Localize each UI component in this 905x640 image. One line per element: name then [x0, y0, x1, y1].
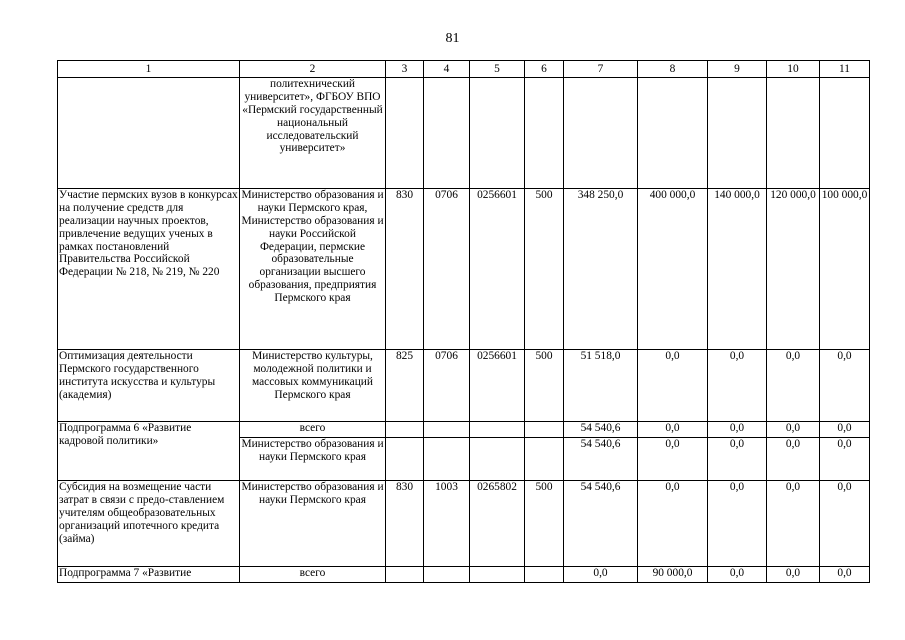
header-cell: 1: [58, 61, 240, 78]
header-cell: 7: [564, 61, 638, 78]
amount-cell: 0,0: [767, 350, 820, 422]
amount-cell: 90 000,0: [638, 567, 708, 583]
code-cell: [424, 438, 470, 481]
code-cell: [525, 438, 564, 481]
amount-cell: 0,0: [708, 481, 767, 567]
activity-name-cell: Оптимизация деятельности Пермского государственного института искусства и культуры (академия): [58, 350, 240, 422]
code-cell: 0706: [424, 350, 470, 422]
code-cell: 830: [386, 189, 424, 350]
code-cell: [424, 78, 470, 189]
activity-name-cell: Подпрограмма 7 «Развитие: [58, 567, 240, 583]
amount-cell: 54 540,6: [564, 438, 638, 481]
amount-cell: 400 000,0: [638, 189, 708, 350]
amount-cell: 0,0: [638, 438, 708, 481]
code-cell: [424, 422, 470, 438]
amount-cell: 51 518,0: [564, 350, 638, 422]
activity-name-cell: Субсидия на возмещение части затрат в связи с предо-ставлением учителям общеобразовательных организаций ипотечного кредита (займа): [58, 481, 240, 567]
table-row: [58, 78, 870, 189]
code-cell: [424, 567, 470, 583]
code-cell: 500: [525, 189, 564, 350]
amount-cell: [564, 78, 638, 189]
amount-cell: [767, 78, 820, 189]
code-cell: 830: [386, 481, 424, 567]
table-row: [58, 189, 870, 350]
code-cell: [470, 78, 525, 189]
code-cell: [470, 438, 525, 481]
code-cell: 0256601: [470, 189, 525, 350]
code-cell: [386, 567, 424, 583]
amount-cell: 0,0: [708, 567, 767, 583]
executor-cell: всего: [240, 422, 386, 438]
amount-cell: 0,0: [708, 438, 767, 481]
amount-cell: 0,0: [820, 481, 870, 567]
code-cell: [386, 422, 424, 438]
amount-cell: 120 000,0: [767, 189, 820, 350]
header-cell: 2: [240, 61, 386, 78]
amount-cell: 0,0: [767, 422, 820, 438]
executor-cell: Министерство культуры, молодежной политики и массовых коммуникаций Пермского края: [240, 350, 386, 422]
amount-cell: 0,0: [767, 567, 820, 583]
amount-cell: 0,0: [564, 567, 638, 583]
amount-cell: 348 250,0: [564, 189, 638, 350]
header-cell: 5: [470, 61, 525, 78]
table-row: [58, 567, 870, 583]
header-cell: 10: [767, 61, 820, 78]
amount-cell: 140 000,0: [708, 189, 767, 350]
header-cell: 11: [820, 61, 870, 78]
header-cell: 9: [708, 61, 767, 78]
amount-cell: 0,0: [638, 422, 708, 438]
amount-cell: 0,0: [708, 350, 767, 422]
amount-cell: 0,0: [708, 422, 767, 438]
code-cell: [525, 422, 564, 438]
executor-cell: Министерство образования и науки Пермского края, Министерство образования и науки Российской Федерации, пермские образовательные организации высшего образования, предприятия Пермского края: [240, 189, 386, 350]
header-cell: 4: [424, 61, 470, 78]
page-number: 81: [445, 31, 460, 46]
code-cell: [386, 438, 424, 481]
code-cell: 0256601: [470, 350, 525, 422]
code-cell: 0706: [424, 189, 470, 350]
amount-cell: [820, 78, 870, 189]
amount-cell: 0,0: [820, 567, 870, 583]
table-row: [58, 422, 870, 438]
code-cell: 1003: [424, 481, 470, 567]
amount-cell: [638, 78, 708, 189]
amount-cell: 0,0: [638, 481, 708, 567]
activity-name-cell: Подпрограмма 6 «Развитие кадровой политики»: [58, 422, 240, 481]
amount-cell: 0,0: [638, 350, 708, 422]
executor-cell: политехнический университет», ФГБОУ ВПО «Пермский государственный национальный исследовательский университет»: [240, 78, 386, 189]
table-row: [58, 481, 870, 567]
amount-cell: 0,0: [820, 422, 870, 438]
code-cell: [386, 78, 424, 189]
executor-cell: Министерство образования и науки Пермского края: [240, 481, 386, 567]
header-cell: 6: [525, 61, 564, 78]
table-row: [58, 350, 870, 422]
activity-name-cell: Участие пермских вузов в конкурсах на получение средств для реализации научных проектов, привлечение ведущих ученых в рамках постановлений Правительства Российской Федерации № 218, № 219, № 220: [58, 189, 240, 350]
code-cell: [470, 567, 525, 583]
code-cell: 500: [525, 481, 564, 567]
executor-cell: Министерство образования и науки Пермского края: [240, 438, 386, 481]
amount-cell: 0,0: [767, 481, 820, 567]
code-cell: 0265802: [470, 481, 525, 567]
amount-cell: 0,0: [820, 438, 870, 481]
amount-cell: 0,0: [767, 438, 820, 481]
activity-name-cell: [58, 78, 240, 189]
code-cell: 500: [525, 350, 564, 422]
header-cell: 8: [638, 61, 708, 78]
amount-cell: 54 540,6: [564, 481, 638, 567]
amount-cell: 54 540,6: [564, 422, 638, 438]
code-cell: [470, 422, 525, 438]
code-cell: [525, 567, 564, 583]
header-row: [58, 61, 870, 78]
amount-cell: [708, 78, 767, 189]
executor-cell: всего: [240, 567, 386, 583]
budget-table: [57, 60, 870, 583]
code-cell: [525, 78, 564, 189]
amount-cell: 0,0: [820, 350, 870, 422]
amount-cell: 100 000,0: [820, 189, 870, 350]
header-cell: 3: [386, 61, 424, 78]
code-cell: 825: [386, 350, 424, 422]
